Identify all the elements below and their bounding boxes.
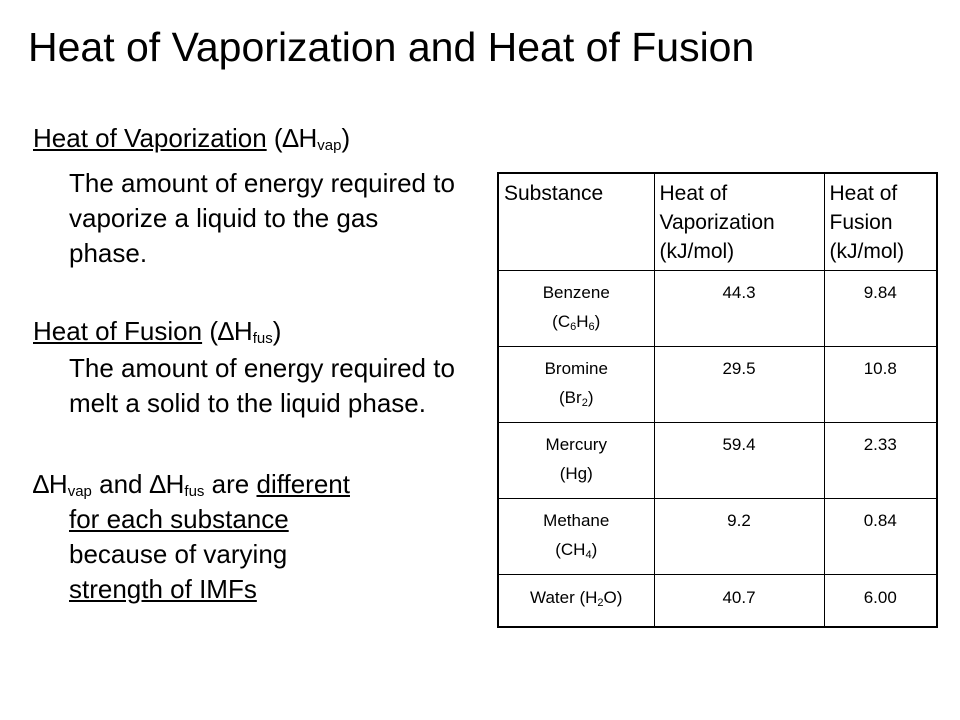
vaporization-value: 44.3 (654, 271, 824, 347)
vaporization-value: 9.2 (654, 499, 824, 575)
slide-title: Heat of Vaporization and Heat of Fusion (28, 24, 755, 70)
delta-h-vap-symbol: ∆H (33, 469, 68, 499)
conclusion-text (33, 467, 463, 607)
emphasis-for-each-substance: for each substance (69, 504, 289, 534)
vap-subscript: vap (67, 483, 92, 500)
table-row (498, 347, 937, 423)
substance-cell: Methane $(CH_4)$ (498, 499, 654, 575)
fus-subscript: fus (252, 330, 273, 347)
fusion-value: 6.00 (824, 575, 937, 627)
conclusion-because: because of varying (69, 539, 288, 569)
header-heat-of-fusion: Heat of Fusion (kJ/mol) (824, 173, 937, 271)
substance-cell: Benzene $(C_6H_6)$ (498, 271, 654, 347)
conclusion-are: are (211, 469, 250, 499)
vaporization-value: 40.7 (654, 575, 824, 627)
table-row (498, 575, 937, 627)
delta-h-symbol: ∆H (282, 123, 318, 153)
substance-cell: Water $(H_2O)$ (498, 575, 654, 627)
header-heat-of-vaporization: Heat of Vaporization (kJ/mol) (654, 173, 824, 271)
table-row (498, 499, 937, 575)
vaporization-heading-label: Heat of Vaporization (33, 123, 267, 153)
fus-subscript: fus (184, 483, 205, 500)
paren-open: ( (273, 123, 283, 153)
table-row (498, 423, 937, 499)
emphasis-different: different (256, 469, 350, 499)
vaporization-value: 29.5 (654, 347, 824, 423)
fusion-heading-label: Heat of Fusion (33, 316, 203, 346)
paren-open: ( (209, 316, 218, 346)
fusion-description: The amount of energy required to melt a solid to the liquid phase. (69, 353, 455, 418)
fusion-value: 9.84 (824, 271, 937, 347)
paren-close: ) (341, 123, 351, 153)
heat-data-table (497, 172, 938, 628)
definitions-panel (33, 118, 463, 607)
fusion-value: 0.84 (824, 499, 937, 575)
vaporization-value: 59.4 (654, 423, 824, 499)
fusion-value: 10.8 (824, 347, 937, 423)
fusion-heading (33, 311, 463, 351)
fusion-value: 2.33 (824, 423, 937, 499)
conclusion-and: and (99, 469, 143, 499)
vaporization-description: The amount of energy required to vaporize a liquid to the gas phase. (69, 168, 455, 268)
substance-cell: Mercury (Hg) (498, 423, 654, 499)
delta-h-symbol: ∆H (218, 316, 253, 346)
vap-subscript: vap (317, 137, 342, 154)
vaporization-heading (33, 118, 463, 158)
substance-cell: Bromine $(Br_2)$ (498, 347, 654, 423)
paren-close: ) (272, 316, 282, 346)
delta-h-fus-symbol: ∆H (149, 469, 185, 499)
table-header-row (498, 173, 937, 271)
header-substance: Substance (498, 173, 654, 271)
emphasis-strength-of-imfs: strength of IMFs (69, 574, 257, 604)
table-row (498, 271, 937, 347)
